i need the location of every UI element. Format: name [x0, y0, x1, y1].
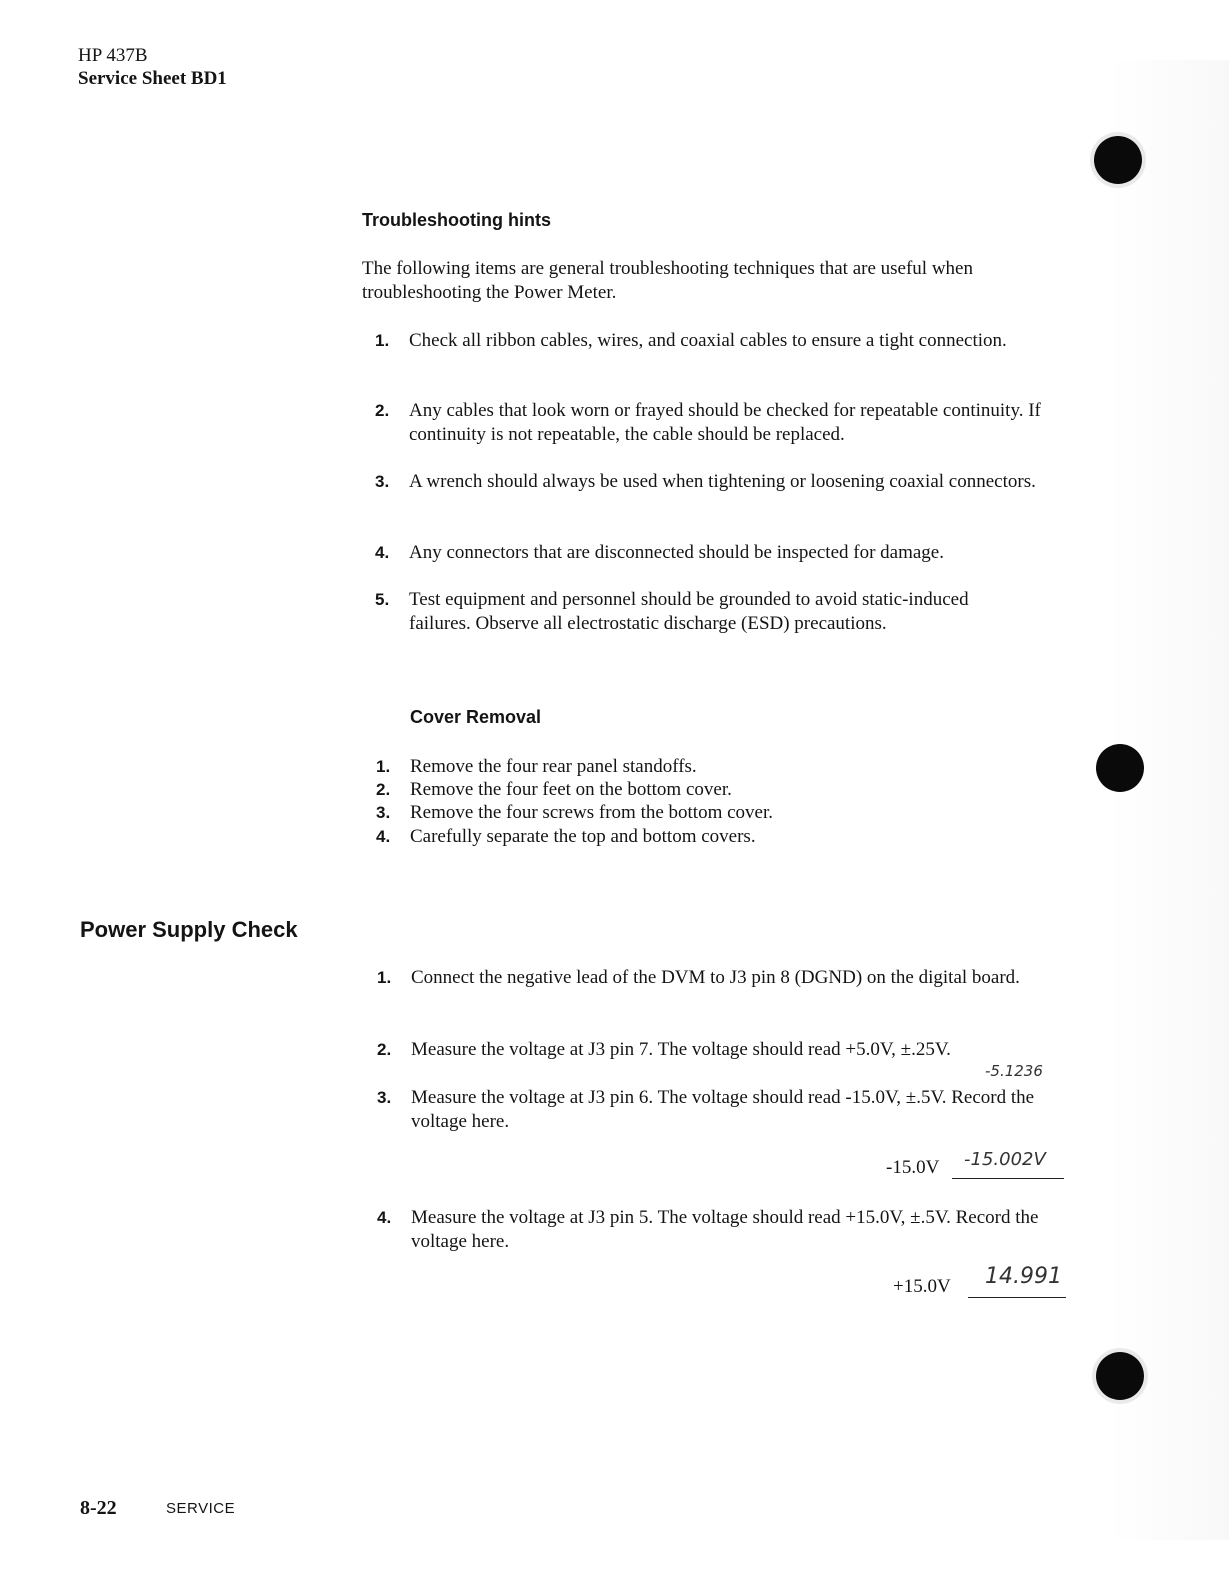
service-sheet-title: Service Sheet BD1	[78, 68, 227, 89]
item-text: Test equipment and personnel should be grounded to avoid static-induced failures. Observe all electrostatic discharge (ESD) precautions.	[409, 589, 969, 634]
item-number: 1.	[376, 757, 391, 776]
power-supply-heading: Power Supply Check	[80, 917, 298, 942]
model-number: HP 437B	[78, 45, 148, 66]
item-number: 3.	[377, 1088, 392, 1107]
record-underline	[952, 1177, 1064, 1179]
item-number: 5.	[375, 590, 390, 609]
item-number: 4.	[375, 543, 390, 562]
record-label: -15.0V	[886, 1157, 940, 1178]
item-text: Remove the four feet on the bottom cover.	[410, 779, 732, 800]
item-number: 2.	[376, 780, 391, 799]
record-underline	[968, 1296, 1066, 1298]
binder-hole-middle	[1096, 744, 1144, 792]
page-header	[78, 44, 227, 90]
item-text: Remove the four screws from the bottom cover.	[410, 802, 774, 823]
binder-hole-top	[1094, 136, 1142, 184]
page-number: 8-22	[80, 1497, 117, 1519]
item-number: 3.	[376, 803, 391, 822]
item-text: Check all ribbon cables, wires, and coaxial cables to ensure a tight connection.	[409, 330, 1007, 351]
item-number: 2.	[377, 1040, 392, 1059]
troubleshooting-intro: The following items are general troubleshooting techniques that are useful when troubleshooting the Power Meter.	[362, 258, 973, 303]
item-number: 3.	[375, 472, 390, 491]
item-text: Remove the four rear panel standoffs.	[410, 756, 697, 777]
record-field-neg15	[886, 1149, 1046, 1179]
record-field-pos15	[893, 1264, 1062, 1298]
item-text: Connect the negative lead of the DVM to J3 pin 8 (DGND) on the digital board.	[411, 967, 1020, 988]
item-number: 4.	[377, 1208, 392, 1227]
handwritten-value: 14.991	[985, 1264, 1062, 1289]
footer-section-label: SERVICE	[166, 1500, 236, 1517]
item-text: Measure the voltage at J3 pin 7. The voltage should read +5.0V, ±.25V.	[411, 1039, 951, 1060]
item-text: Any connectors that are disconnected should be inspected for damage.	[409, 542, 944, 563]
item-number: 1.	[375, 331, 390, 350]
cover-removal-heading: Cover Removal	[410, 707, 542, 727]
binder-hole-bottom	[1096, 1352, 1144, 1400]
record-label: +15.0V	[893, 1276, 951, 1297]
item-number: 4.	[376, 827, 391, 846]
handwritten-value: -15.002V	[964, 1149, 1046, 1170]
item-number: 1.	[377, 968, 392, 987]
troubleshooting-heading: Troubleshooting hints	[362, 210, 551, 230]
item-text: Measure the voltage at J3 pin 6. The voltage should read -15.0V, ±.5V. Record the voltage here.	[411, 1087, 1035, 1132]
item-text: Carefully separate the top and bottom covers.	[410, 826, 756, 847]
page-edge-shading	[1109, 60, 1229, 1540]
item-number: 2.	[375, 401, 390, 420]
item-text: A wrench should always be used when tightening or loosening coaxial connectors.	[409, 471, 1036, 492]
handwritten-margin-note: -5.1236	[985, 1062, 1043, 1080]
item-text: Measure the voltage at J3 pin 5. The voltage should read +15.0V, ±.5V. Record the voltage here.	[411, 1207, 1039, 1252]
item-text: Any cables that look worn or frayed should be checked for repeatable continuity. If continuity is not repeatable, the cable should be replaced.	[409, 400, 1041, 445]
